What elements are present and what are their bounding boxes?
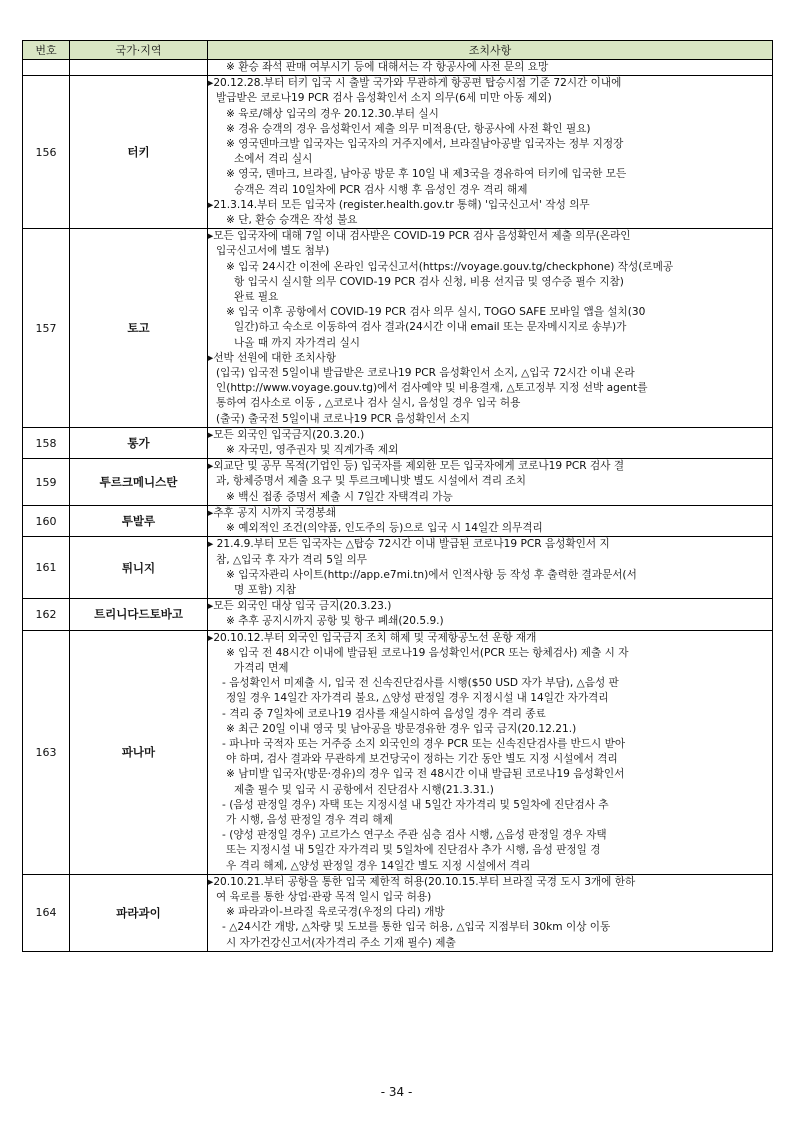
measure-line: - 파나마 국적자 또는 거주증 소지 외국인의 경우 PCR 또는 신속진단검사를 반드시 받아: [222, 737, 626, 750]
measure-line: ※ 경유 승객의 경우 음성확인서 제출 의무 미적용(단, 항공사에 사전 확인 필요): [226, 122, 591, 135]
measure-line: - △24시간 개방, △차량 및 도보를 통한 입국 허용, △입국 지점부터 30km 이상 이동: [222, 921, 611, 934]
measure-line: ※ 입국자관리 사이트(http://app.e7mi.tn)에서 인적사항 등 작성 후 출력한 결과문서(서: [226, 568, 637, 581]
measure-line: 과, 항체증명서 제출 요구 및 투르크메니밧 별도 시설에서 격리 조치: [216, 475, 526, 488]
measure-line: 우 격리 해제, △양성 판정일 경우 14일간 별도 지정 시설에서 격리: [226, 859, 531, 872]
country-name: 트리니다드토바고: [70, 599, 208, 630]
measure-line: 항 입국시 실시할 의무 COVID-19 PCR 검사 신청, 비용 선지급 및 영수증 필수 지참): [234, 275, 624, 288]
measure-line: 가 시행, 음성 판정일 경우 격리 해제: [226, 813, 393, 826]
country-name: 토고: [70, 229, 208, 428]
table-row: [23, 874, 773, 951]
measure-line: ※ 단, 환승 승객은 작성 불요: [226, 214, 358, 227]
row-number: 161: [23, 537, 70, 599]
measure-line: ▸20.10.12.부터 외국인 입국금지 조치 해제 및 국제항공노선 운항 재개: [208, 631, 537, 644]
header-row: [23, 41, 773, 60]
measure-line: ※ 파라과이-브라질 육로국경(우정의 다리) 개방: [226, 906, 445, 919]
table-row: [23, 459, 773, 506]
continued-no-cell: [23, 60, 70, 76]
continued-row: [23, 60, 773, 76]
measure-line: - (양성 판정일 경우) 고르가스 연구소 주관 심층 검사 시행, △음성 판정일 경우 자택: [222, 829, 607, 842]
header-no: 번호: [23, 41, 70, 60]
measure-cell: [208, 874, 773, 951]
measure-line: ※ 영국덴마크발 입국자는 입국자의 거주지에서, 브라질남아공발 입국자는 정부 지정장: [226, 138, 624, 151]
measure-cell: [208, 459, 773, 506]
continued-country-cell: [70, 60, 208, 76]
measure-line: - 격리 중 7일차에 코로나19 검사를 재실시하여 음성일 경우 격리 종료: [222, 707, 546, 720]
measure-line: 참, △입국 후 자가 격리 5일 의무: [216, 553, 368, 566]
measure-line: (출국) 출국전 5일이내 코로나19 PCR 음성확인서 소지: [216, 412, 471, 425]
measure-line: ※ 육로/해상 입국의 경우 20.12.30.부터 실시: [226, 107, 439, 120]
measure-line: 시 자가건강신고서(자가격리 주소 기재 필수) 제출: [226, 936, 456, 949]
measure-line: 발급받은 코로나19 PCR 검사 음성확인서 소지 의무(6세 미만 아동 제외): [216, 92, 552, 105]
measure-line: ▸21.3.14.부터 모든 입국자 (register.health.gov.tr 통해) '입국신고서' 작성 의무: [208, 198, 590, 211]
measure-line: 나올 때 까지 자가격리 실시: [234, 336, 361, 349]
measure-line: 입국신고서에 별도 첨부): [216, 245, 330, 258]
measure-line: ▸20.10.21.부터 공항을 통한 입국 제한적 허용(20.10.15.부터 브라질 국경 도시 3개에 한하: [208, 875, 636, 888]
measure-line: ▸ 21.4.9.부터 모든 입국자는 △탑승 72시간 이내 발급된 코로나19 PCR 음성확인서 지: [208, 538, 610, 551]
page-number: - 34 -: [380, 1085, 413, 1099]
measure-line: 야 하며, 검사 결과와 무관하게 보건당국이 정하는 기간 동안 별도 지정 시설에서 격리: [226, 753, 618, 766]
country-name: 통가: [70, 427, 208, 458]
measure-line: ※ 영국, 덴마크, 브라질, 남아공 방문 후 10일 내 제3국을 경유하여 터키에 입국한 모든: [226, 168, 627, 181]
measure-line: - (음성 판정일 경우) 자택 또는 지정시설 내 5일간 자가격리 및 5일차에 진단검사 추: [222, 798, 609, 811]
country-name: 투발루: [70, 505, 208, 536]
measure-cell: [208, 630, 773, 874]
measure-line: 정일 경우 14일간 자가격리 불요, △양성 판정일 경우 지정시설 내 14일간 자가격리: [226, 692, 609, 705]
measure-line: 명 포함) 지참: [234, 583, 297, 596]
measure-cell: [208, 599, 773, 630]
measure-line: 완료 필요: [234, 291, 279, 304]
measure-line: 인(http://www.voyage.gouv.tg)에서 검사예약 및 비용결재, △토고정부 지정 선박 agent를: [216, 382, 648, 395]
measure-line: ※ 자국민, 영주권자 및 직계가족 제외: [226, 444, 399, 457]
row-number: 156: [23, 76, 70, 229]
measures-table: [22, 40, 773, 952]
measure-line: 통하여 검사소로 이동 , △코로나 검사 실시, 음성일 경우 입국 허용: [216, 397, 521, 410]
measure-line: ▸선박 선원에 대한 조치사항: [208, 351, 336, 364]
measure-cell: [208, 76, 773, 229]
table-row: [23, 76, 773, 229]
header-country: 국가·지역: [70, 41, 208, 60]
country-name: 튀니지: [70, 537, 208, 599]
measure-line: (입국) 입국전 5일이내 발급받은 코로나19 PCR 음성확인서 소지, △입국 72시간 이내 온라: [216, 367, 635, 380]
table-row: [23, 505, 773, 536]
row-number: 157: [23, 229, 70, 428]
measure-line: ※ 백신 접종 증명서 제출 시 7일간 자택격리 가능: [226, 490, 453, 503]
table-row: [23, 537, 773, 599]
measure-line: ▸모든 외국인 입국금지(20.3.20.): [208, 428, 365, 441]
measure-line: ※ 입국 24시간 이전에 온라인 입국신고서(https://voyage.gouv.tg/checkphone) 작성(로메공: [226, 260, 674, 273]
measure-line: 제출 필수 및 입국 시 공항에서 진단검사 시행(21.3.31.): [234, 783, 494, 796]
table-row: [23, 427, 773, 458]
row-number: 164: [23, 874, 70, 951]
country-name: 터키: [70, 76, 208, 229]
continued-measure-cell: [208, 60, 773, 76]
row-number: 162: [23, 599, 70, 630]
measure-cell: [208, 505, 773, 536]
header-measure: 조치사항: [208, 41, 773, 60]
measure-line: ※ 입국 이후 공항에서 COVID-19 PCR 검사 의무 실시, TOGO SAFE 모바일 앱을 설치(30: [226, 306, 646, 319]
measure-line: 가격리 면제: [234, 661, 289, 674]
country-name: 파나마: [70, 630, 208, 874]
measure-line: ▸추후 공지 시까지 국경봉쇄: [208, 506, 336, 519]
measure-line: 여 육로를 통한 상업·관광 목적 일시 입국 허용): [216, 890, 432, 903]
measure-line: ▸모든 입국자에 대해 7일 이내 검사받은 COVID-19 PCR 검사 음성확인서 제출 의무(온라인: [208, 230, 631, 243]
row-number: 159: [23, 459, 70, 506]
table-row: [23, 630, 773, 874]
row-number: 160: [23, 505, 70, 536]
measure-line: 소에서 격리 실시: [234, 153, 313, 166]
measure-line: ※ 남미발 입국자(방문·경유)의 경우 입국 전 48시간 이내 발급된 코로나19 음성확인서: [226, 768, 625, 781]
country-name: 투르크메니스탄: [70, 459, 208, 506]
measure-cell: [208, 427, 773, 458]
row-number: 158: [23, 427, 70, 458]
table-row: [23, 229, 773, 428]
measure-line: ▸20.12.28.부터 터키 입국 시 출발 국가와 무관하게 항공편 탑승시점 기준 72시간 이내에: [208, 77, 622, 90]
measure-line: - 음성확인서 미제출 시, 입국 전 신속진단검사를 시행($50 USD 자가 부담), △음성 판: [222, 677, 619, 690]
measure-line: ※ 예외적인 조건(의약품, 인도주의 등)으로 입국 시 14일간 의무격리: [226, 522, 543, 535]
row-number: 163: [23, 630, 70, 874]
measure-line: 또는 지정시설 내 5일간 자가격리 및 5일차에 진단검사 추가 시행, 음성 판정일 경: [226, 844, 601, 857]
measure-cell: [208, 537, 773, 599]
measure-line: ※ 추후 공지시까지 공항 및 항구 폐쇄(20.5.9.): [226, 615, 444, 628]
measure-line: 승객은 격리 10일차에 PCR 검사 시행 후 음성인 경우 격리 해제: [234, 183, 528, 196]
table-row: [23, 599, 773, 630]
measure-line: ※ 최근 20일 이내 영국 및 남아공을 방문경유한 경우 입국 금지(20.12.21.): [226, 722, 577, 735]
measure-line: ▸모든 외국인 대상 입국 금지(20.3.23.): [208, 600, 392, 613]
measure-line: ▸외교단 및 공무 목적(기업인 등) 입국자를 제외한 모든 입국자에게 코로나19 PCR 검사 결: [208, 460, 625, 473]
measure-line: ※ 입국 전 48시간 이내에 발급된 코로나19 음성확인서(PCR 또는 항체검사) 제출 시 자: [226, 646, 629, 659]
country-name: 파라과이: [70, 874, 208, 951]
measure-line: 일간)하고 숙소로 이동하여 검사 결과(24시간 이내 email 또는 문자메시지로 송부)가: [234, 321, 627, 334]
continued-line: ※ 환승 좌석 판매 여부시기 등에 대해서는 각 항공사에 사전 문의 요망: [226, 61, 549, 73]
measure-cell: [208, 229, 773, 428]
